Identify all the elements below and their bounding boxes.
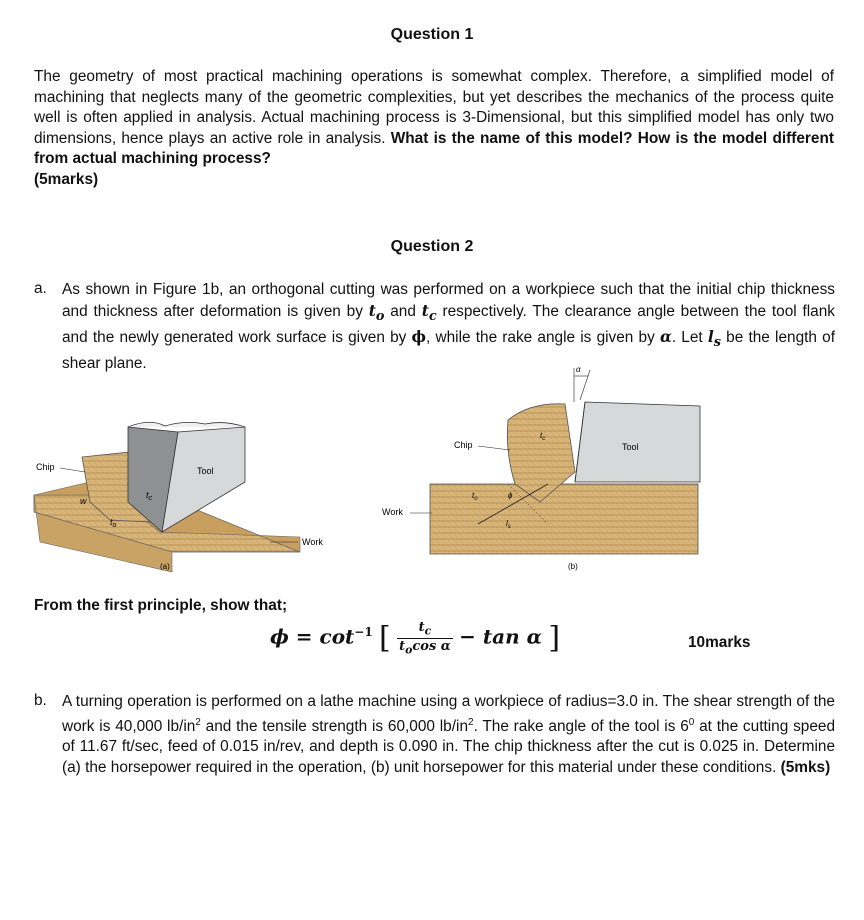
q2b-sup2: 2	[468, 716, 474, 728]
question-1-prompt: What is the name of this model? How is the model different from actual machining process?	[34, 129, 835, 167]
label-a-chip: Chip	[36, 462, 55, 472]
first-principle-line: From the first principle, show that;	[34, 597, 288, 614]
symbol-tc: $t_c$	[421, 301, 437, 324]
formula-tan: − tan α	[459, 624, 542, 649]
label-a-to: $t_o$	[110, 517, 117, 529]
q2b-marks: (5mks)	[780, 758, 831, 776]
question-1-body	[34, 67, 834, 190]
label-b-alpha: α	[576, 365, 581, 374]
formula-marks: 10marks	[688, 634, 751, 651]
q2b-part2: and the tensile strength is 60,000 lb/in	[200, 717, 469, 735]
q2b-sup3: 0	[688, 716, 695, 728]
work-b	[430, 484, 698, 554]
q2a-part1: As shown in Figure 1b, an orthogonal cutting was performed on a workpiece such that the initial chip thickness and thickness after deformation is given by	[62, 281, 835, 320]
symbol-to: $t_o$	[368, 301, 385, 324]
label-a-work: Work	[302, 537, 323, 547]
formula-fraction: $\frac{t_c}{t_o\cos \alpha}$	[399, 620, 451, 657]
question-2a-text	[62, 280, 835, 374]
label-a-tool: Tool	[197, 466, 214, 476]
label-a-tc: $t_c$	[146, 490, 153, 502]
symbol-alpha: α	[659, 328, 672, 347]
question-1-marks: (5marks)	[34, 170, 99, 188]
q2b-part1: A turning operation is performed on a lathe machine using a workpiece of radius=3.0 in. The shear strength of the work is 40,000 lb/in	[62, 693, 835, 735]
formula: $\phi = \cot^{-1}$ [ $\frac{t_c}{t_o\cos \alpha}$ − tan α ]	[270, 620, 561, 657]
question-2-heading: Question 2	[390, 238, 474, 255]
q2a-part5: be the length of shear plane.	[62, 329, 835, 372]
formula-lhs: ϕ = cot	[270, 624, 355, 649]
caption-b: (b)	[568, 562, 578, 571]
figure-b	[382, 365, 700, 571]
question-2b-text	[62, 692, 835, 778]
label-b-chip: Chip	[454, 440, 473, 450]
label-b-to: $t_o$	[472, 491, 478, 502]
symbol-phi: ϕ	[411, 328, 427, 347]
figure-a	[34, 422, 323, 572]
question-1-text: The geometry of most practical machining operations is somewhat complex. Therefore, a simplified model of machining that neglects many of the geometric complexities, but yet describes the mechanics of the process quite well is often applied in analysis. Actual machining process is 3-Dimensional, but this simplified model has only two dimensions, hence plays an active role in analysis.	[34, 68, 834, 147]
label-b-work: Work	[382, 507, 403, 517]
label-b-ls: $l_s$	[506, 519, 511, 530]
caption-a: (a)	[160, 562, 170, 571]
label-b-tc: $t_c$	[540, 431, 546, 442]
q2a-and: and	[390, 302, 416, 320]
q2b-part3: . The rake angle of the tool is 6	[473, 717, 689, 735]
orthogonal-cutting-figure	[0, 362, 864, 592]
q2b-sup1: 2	[195, 716, 201, 728]
label-b-tool: Tool	[622, 442, 639, 452]
question-1-heading: Question 1	[390, 26, 474, 43]
formula-sup: −1	[354, 624, 373, 639]
q2b-part4: at the cutting speed of 11.67 ft/sec, feed of 0.015 in/rev, and depth is 0.090 in. The chip thickness after the cut is 0.025 in. Determine (a) the horsepower required in the operation, (b) unit horsepower for this material under these conditions.	[62, 717, 836, 776]
label-a-w: w	[80, 496, 87, 506]
item-b-label: b.	[34, 692, 47, 709]
label-b-phi: ϕ	[508, 491, 513, 500]
q2a-part3: , while the rake angle is given by	[426, 329, 655, 347]
item-a-label: a.	[34, 280, 47, 297]
q2a-part2: respectively. The clearance angle between the tool flank and the newly generated work surface is given by	[62, 302, 836, 347]
symbol-ls: $l_s$	[707, 328, 721, 351]
q2a-part4: . Let	[671, 329, 703, 347]
